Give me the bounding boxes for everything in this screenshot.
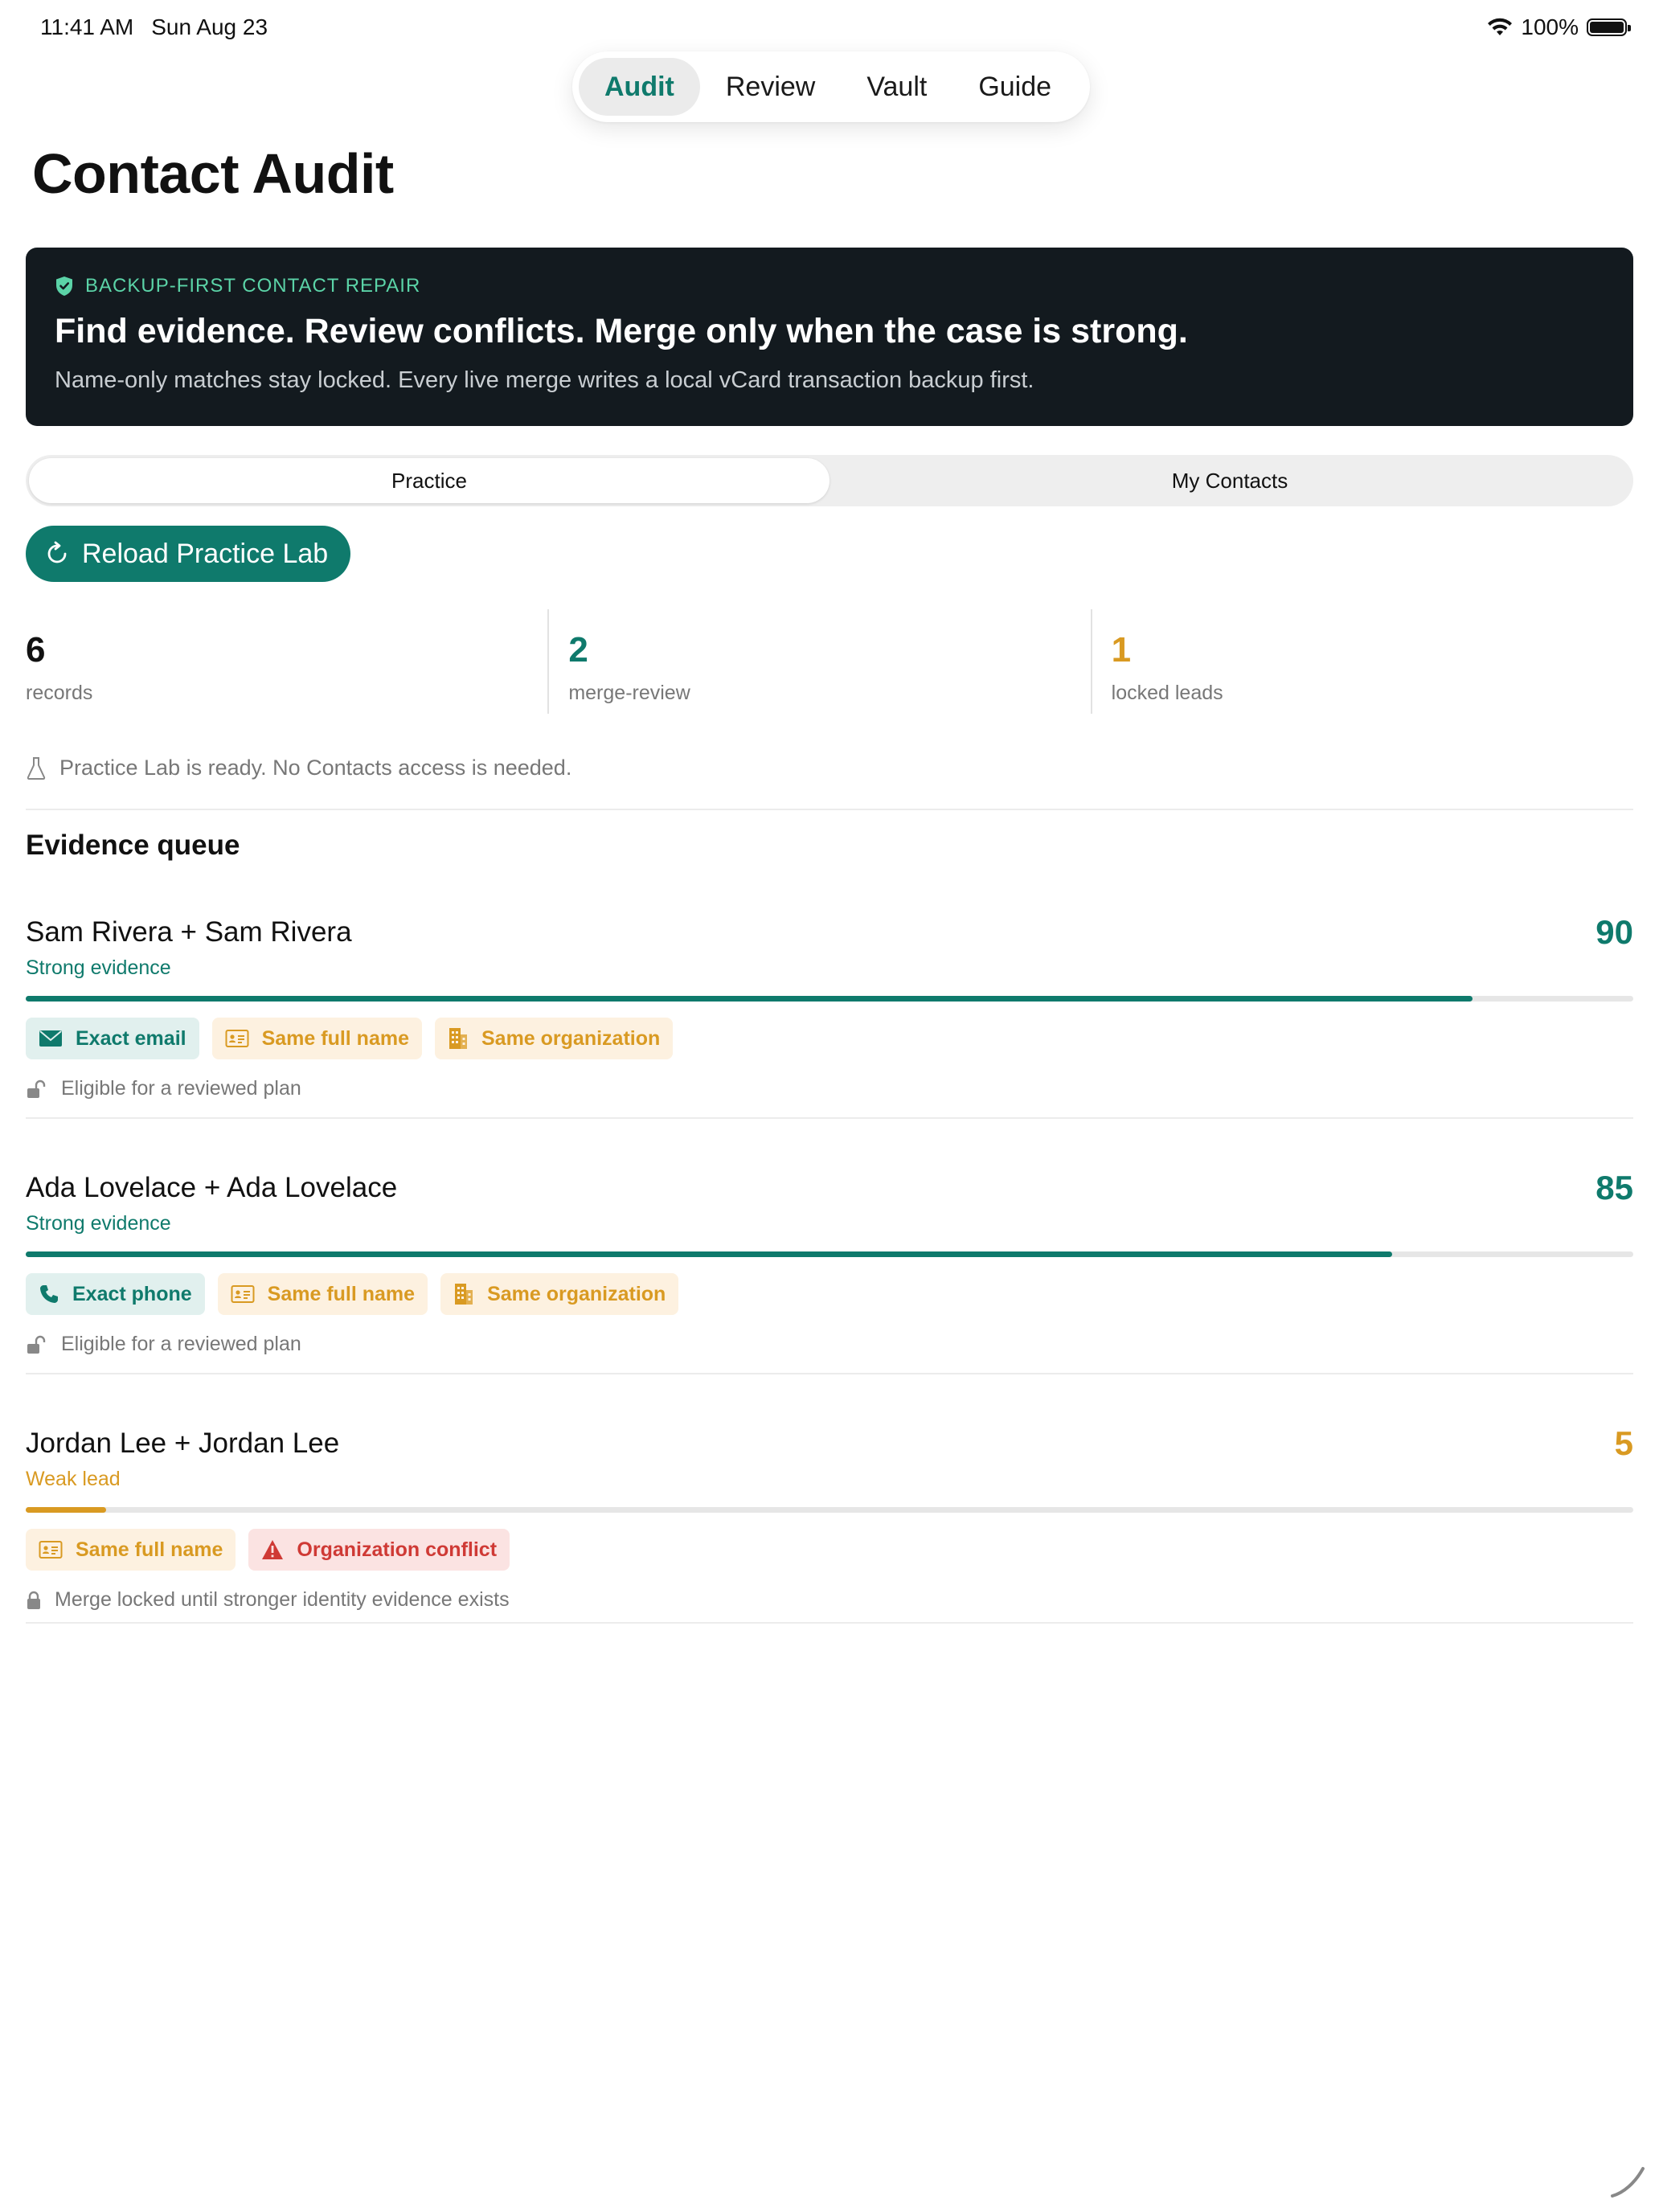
evidence-chips xyxy=(26,1273,1633,1315)
card-note xyxy=(26,1333,1633,1356)
chip-same-organization xyxy=(440,1273,678,1315)
stat-value: 1 xyxy=(1111,630,1132,670)
hero-eyebrow xyxy=(55,275,1604,297)
chip-same-full-name xyxy=(212,1018,422,1059)
tab-review[interactable]: Review xyxy=(725,71,816,102)
notice-text: Practice Lab is ready. No Contacts access is needed. xyxy=(59,756,572,780)
unlock-icon xyxy=(26,1333,48,1356)
chip-exact-phone xyxy=(26,1273,205,1315)
warning-icon xyxy=(261,1539,284,1560)
chip-label: Same organization xyxy=(487,1282,666,1305)
status-time: 11:41 AM xyxy=(40,14,134,39)
practice-notice xyxy=(26,756,571,780)
source-segmented-control xyxy=(26,455,1633,506)
evidence-card[interactable] xyxy=(26,1424,1633,1612)
phone-icon xyxy=(39,1284,59,1305)
divider xyxy=(26,1622,1633,1624)
card-title: Jordan Lee + Jordan Lee xyxy=(26,1428,340,1459)
stat-merge-review xyxy=(547,609,1090,714)
building-icon xyxy=(448,1026,469,1051)
unlock-icon xyxy=(26,1078,48,1100)
progress-fill xyxy=(26,1507,106,1513)
reload-button-label: Reload Practice Lab xyxy=(82,538,329,569)
envelope-icon xyxy=(39,1030,63,1047)
card-note-text: Eligible for a reviewed plan xyxy=(61,1333,301,1355)
status-date: Sun Aug 23 xyxy=(151,14,268,39)
chip-label: Same full name xyxy=(76,1538,223,1561)
progress-fill xyxy=(26,996,1473,1002)
chip-same-organization xyxy=(435,1018,673,1059)
card-note-text: Merge locked until stronger identity evidence exists xyxy=(55,1588,510,1611)
card-strength: Weak lead xyxy=(26,1468,121,1490)
status-bar xyxy=(40,11,1627,43)
shield-check-icon xyxy=(55,276,74,297)
divider xyxy=(26,809,1633,810)
chip-label: Same full name xyxy=(267,1282,416,1305)
hero-banner xyxy=(26,248,1633,426)
chip-same-full-name xyxy=(218,1273,428,1315)
progress-fill xyxy=(26,1251,1392,1257)
segment-my-contacts[interactable]: My Contacts xyxy=(1171,468,1288,493)
section-title-evidence-queue: Evidence queue xyxy=(26,830,240,861)
stat-records xyxy=(26,609,547,714)
chip-label: Organization conflict xyxy=(297,1538,498,1561)
battery-percent: 100% xyxy=(1521,14,1579,39)
stat-locked-leads xyxy=(1091,609,1633,714)
evidence-card[interactable] xyxy=(26,913,1633,1100)
chip-label: Exact email xyxy=(76,1026,186,1050)
card-score: 85 xyxy=(1596,1169,1633,1206)
hero-subtext: Name-only matches stay locked. Every live merge writes a local vCard transaction backup first. xyxy=(55,367,1034,393)
evidence-card[interactable] xyxy=(26,1169,1633,1356)
divider xyxy=(26,1373,1633,1374)
chip-organization-conflict xyxy=(248,1529,510,1571)
stat-label: locked leads xyxy=(1111,682,1223,704)
id-card-icon xyxy=(225,1029,249,1048)
card-note xyxy=(26,1077,1633,1100)
card-note xyxy=(26,1588,1633,1612)
flask-icon xyxy=(26,756,47,780)
evidence-progress-bar xyxy=(26,996,1633,1002)
card-note-text: Eligible for a reviewed plan xyxy=(61,1077,301,1100)
card-title: Ada Lovelace + Ada Lovelace xyxy=(26,1172,398,1203)
stat-label: merge-review xyxy=(568,682,690,704)
tab-audit[interactable]: Audit xyxy=(579,58,700,116)
evidence-chips xyxy=(26,1529,1633,1571)
chip-label: Same full name xyxy=(261,1026,409,1050)
chip-label: Same organization xyxy=(481,1026,661,1050)
chip-exact-email xyxy=(26,1018,199,1059)
id-card-icon xyxy=(231,1284,255,1304)
stat-label: records xyxy=(26,682,93,704)
status-right xyxy=(1487,14,1627,40)
evidence-progress-bar xyxy=(26,1251,1633,1257)
reload-practice-lab-button[interactable] xyxy=(26,526,350,582)
battery-icon xyxy=(1587,18,1627,36)
chip-same-full-name xyxy=(26,1529,236,1571)
wifi-icon xyxy=(1487,18,1513,37)
id-card-icon xyxy=(39,1540,63,1559)
card-title: Sam Rivera + Sam Rivera xyxy=(26,916,352,948)
chip-label: Exact phone xyxy=(72,1282,192,1305)
hero-headline: Find evidence. Review conflicts. Merge only when the case is strong. xyxy=(55,312,1188,350)
top-tab-bar xyxy=(572,51,1090,122)
stats-row xyxy=(26,609,1633,714)
card-score: 90 xyxy=(1596,913,1633,951)
tab-vault[interactable]: Vault xyxy=(866,71,928,102)
pencil-scribble-icon xyxy=(1608,2162,1646,2201)
card-strength: Strong evidence xyxy=(26,956,171,979)
segment-practice[interactable]: Practice xyxy=(29,458,830,503)
stat-value: 2 xyxy=(568,630,588,670)
refresh-icon xyxy=(43,540,71,567)
hero-eyebrow-label: BACKUP-FIRST CONTACT REPAIR xyxy=(85,275,421,297)
page-title: Contact Audit xyxy=(32,142,394,205)
card-score: 5 xyxy=(1614,1424,1633,1462)
divider xyxy=(26,1117,1633,1119)
card-strength: Strong evidence xyxy=(26,1212,171,1235)
stat-value: 6 xyxy=(26,630,46,670)
evidence-chips xyxy=(26,1018,1633,1059)
building-icon xyxy=(453,1282,474,1306)
lock-icon xyxy=(26,1590,42,1611)
evidence-progress-bar xyxy=(26,1507,1633,1513)
tab-guide[interactable]: Guide xyxy=(978,71,1052,102)
